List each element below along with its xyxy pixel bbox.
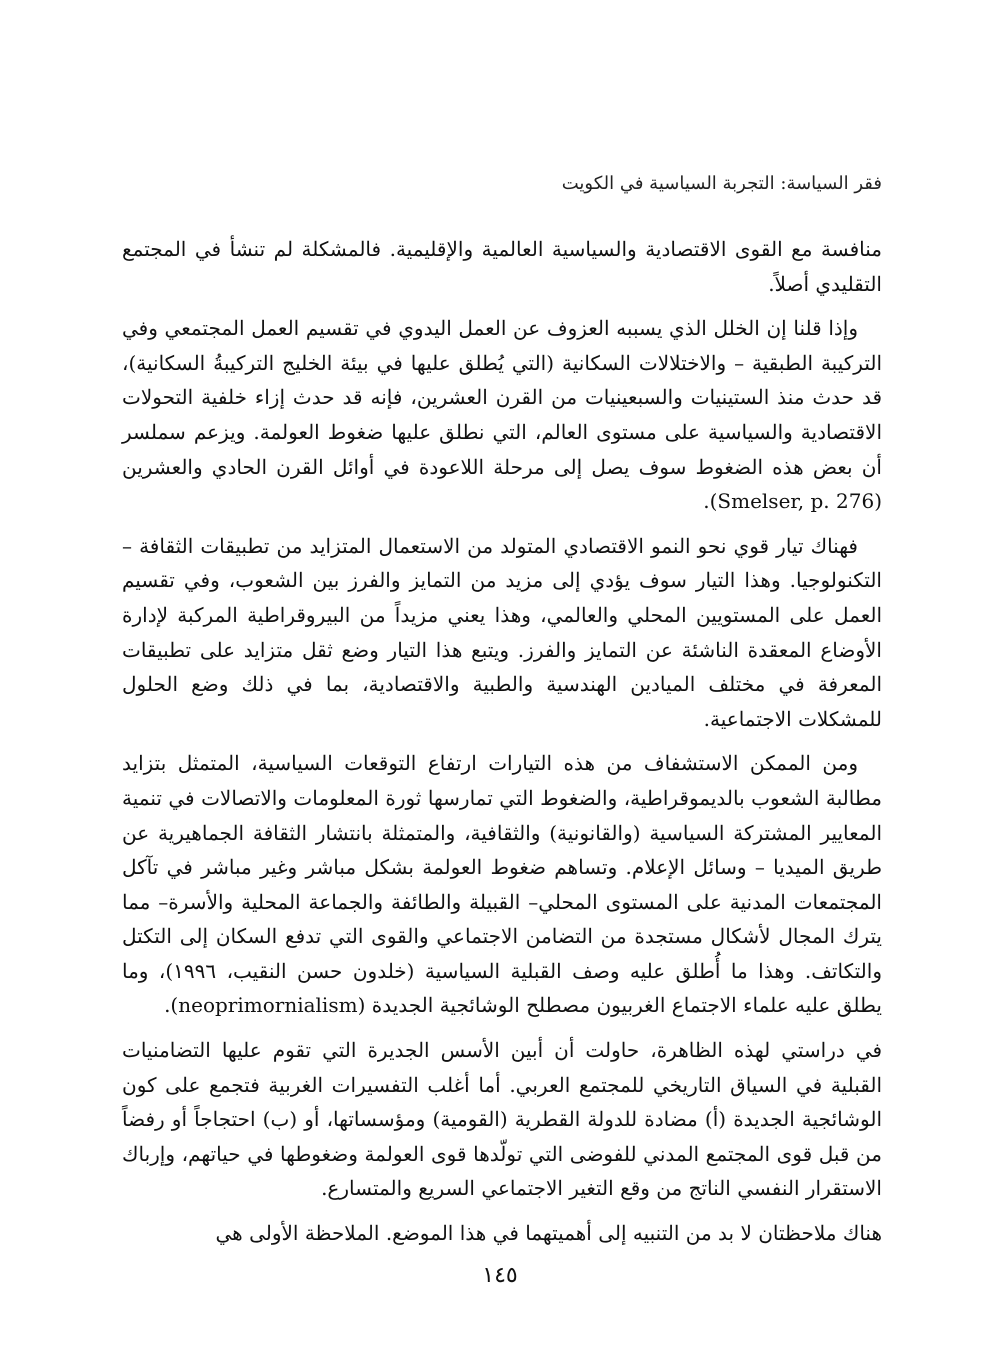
paragraph-3: فهناك تيار قوي نحو النمو الاقتصادي المتولد من الاستعمال المتزايد من تطبيقات الثقافة – التكنولوجيا. وهذا التيار سوف يؤدي إلى مزيد من التمايز والفرز بين الشعوب، وفي تقسيم العمل على المستويين المحلي والعالمي، وهذا يعني مزيداً من البيروقراطية المركبة لإدارة الأوضاع المعقدة الناشئة عن التمايز والفرز. ويتبع هذا التيار وضع ثقل متزايد على تطبيقات المعرفة في مختلف الميادين الهندسية والطبية والاقتصادية، بما في ذلك وضع الحلول للمشكلات الاجتماعية.	[122, 533, 882, 731]
paragraph-2: وإذا قلنا إن الخلل الذي يسببه العزوف عن العمل اليدوي في تقسيم العمل المجتمعي وفي التركيبة الطبقية – والاختلالات السكانية (التي يُطلق عليها في بيئة الخليج التركيبةُ السكانية)، قد حدث منذ الستينيات والسبعينيات من القرن العشرين، فإنه قد حدث إزاء خلفية التحولات الاقتصادية والسياسية على مستوى العالم، التي نطلق عليها ضغوط العولمة. ويزعم سملسر أن بعض هذه الضغوط سوف يصل إلى مرحلة اللاعودة في أوائل القرن الحادي والعشرين (Smelser, p. 276).	[122, 316, 882, 514]
paragraph-1: منافسة مع القوى الاقتصادية والسياسية العالمية والإقليمية. فالمشكلة لم تنشأ في المجتمع التقليدي أصلاً.	[122, 237, 882, 296]
paragraph-6: هناك ملاحظتان لا بد من التنبيه إلى أهميتهما في هذا الموضع. الملاحظة الأولى هي	[215, 1221, 882, 1246]
paragraph-4: ومن الممكن الاستشفاف من هذه التيارات ارتفاع التوقعات السياسية، المتمثل بتزايد مطالبة الشعوب بالديموقراطية، والضغوط التي تمارسها ثورة المعلومات والاتصالات في تنمية المعايير المشتركة السياسية (والقانونية) والثقافية، والمتمثلة بانتشار الثقافة الجماهيرية عن طريق الميديا – وسائل الإعلام. وتساهم ضغوط العولمة بشكل مباشر وغير مباشر في تآكل المجتمعات المدنية على المستوى المحلي– القبيلة والطائفة والجماعة المحلية والأسرة– مما يترك المجال لأشكال مستجدة من التضامن الاجتماعي والقوى التي تدفع السكان إلى التكتل والتكاتف. وهذا ما أُطلق عليه وصف القبلية السياسية (خلدون حسن النقيب، ١٩٩٦)، وما يطلق عليه علماء الاجتماع الغربيون مصطلح الوشائجية الجديدة (neoprimornialism).	[122, 751, 882, 1018]
page-number: ١٤٥	[482, 1263, 518, 1288]
page-body-text	[122, 232, 882, 1251]
paragraph-5: في دراستي لهذه الظاهرة، حاولت أن أبين الأسس الجديرة التي تقوم عليها التضامنيات القبلية في السياق التاريخي للمجتمع العربي. أما أغلب التفسيرات الغربية فتجمع على كون الوشائجية الجديدة (أ) مضادة للدولة القطرية (القومية) ومؤسساتها، أو (ب) احتجاجاً أو رفضاً من قبل قوى المجتمع المدني للفوضى التي تولّدها قوى العولمة وضغوطها في حياتهم، وإرباك الاستقرار النفسي الناتج من وقع التغير الاجتماعي السريع والمتسارع.	[122, 1038, 882, 1201]
running-header-title: فقر السياسة: التجربة السياسية في الكويت	[561, 173, 882, 194]
